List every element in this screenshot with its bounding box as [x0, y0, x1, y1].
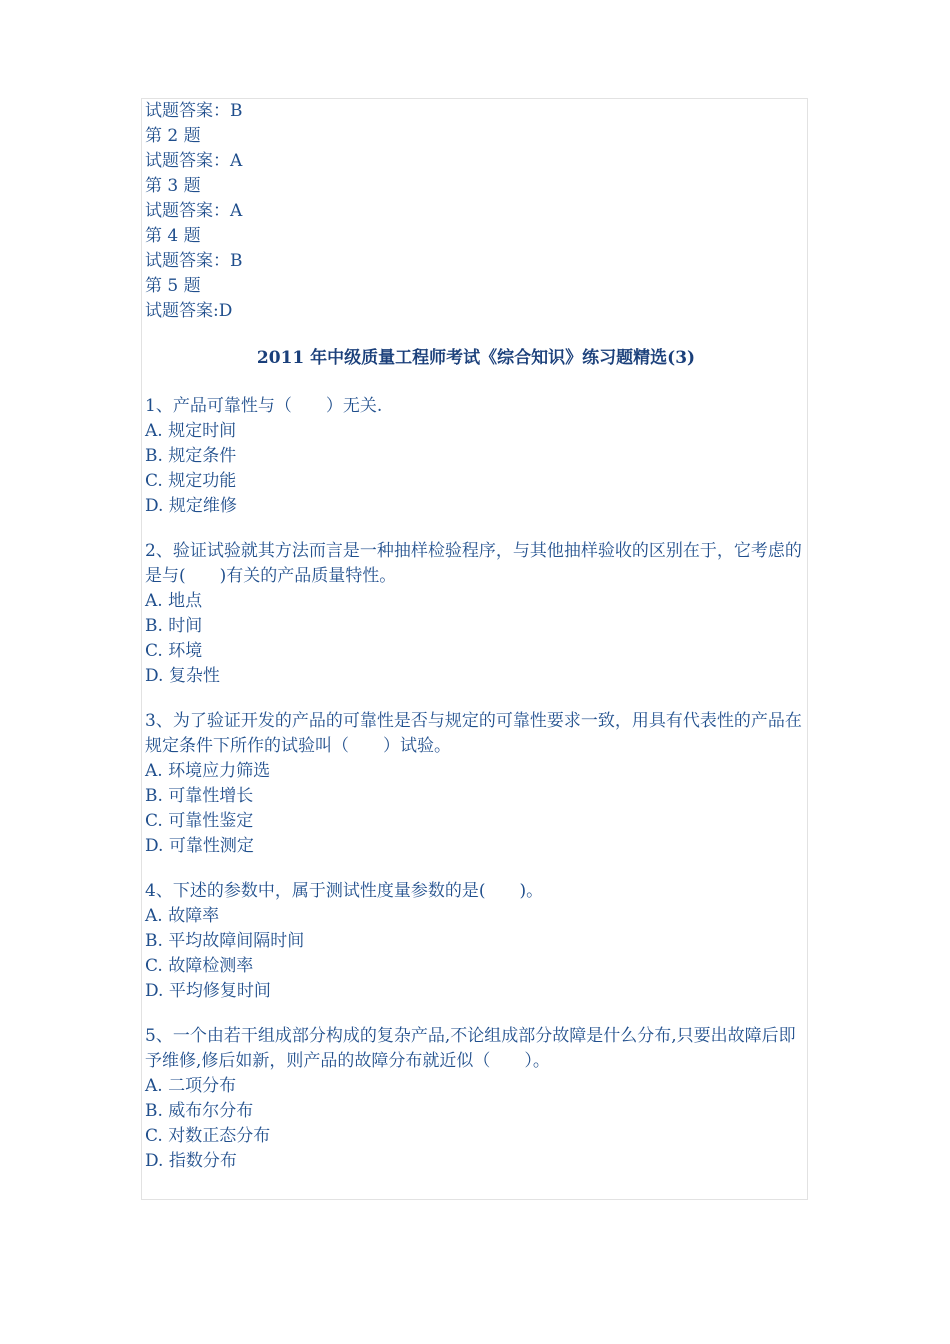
option-a: A. 故障率: [145, 906, 220, 926]
option-d: D. 指数分布: [145, 1151, 237, 1171]
answer-line: 试题答案：A: [145, 201, 243, 221]
option-b: B. 时间: [145, 616, 203, 636]
question-text: 4、下述的参数中，属于测试性度量参数的是( )。: [145, 881, 544, 901]
question-block: [145, 394, 807, 519]
option-d: D. 规定维修: [145, 496, 237, 516]
option-c: C. 对数正态分布: [145, 1126, 271, 1146]
question-text: 5、一个由若干组成部分构成的复杂产品,不论组成部分故障是什么分布,只要出故障后即予维修,修后如新，则产品的故障分布就近似（ ）。: [145, 1026, 796, 1071]
answer-line: 试题答案：B: [145, 101, 243, 121]
question-text: 1、产品可靠性与（ ）无关.: [145, 396, 383, 416]
answer-line: 试题答案：B: [145, 251, 243, 271]
option-a: A. 环境应力筛选: [145, 761, 271, 781]
question-block: [145, 539, 807, 689]
option-c: C. 故障检测率: [145, 956, 254, 976]
question-number: 第 4 题: [145, 226, 201, 246]
answer-line: 试题答案：A: [145, 151, 243, 171]
option-a: A. 地点: [145, 591, 203, 611]
option-a: A. 规定时间: [145, 421, 237, 441]
answer-line: 试题答案:D: [145, 301, 233, 321]
question-block: [145, 1024, 807, 1174]
option-d: D. 复杂性: [145, 666, 220, 686]
option-b: B. 威布尔分布: [145, 1101, 254, 1121]
document-body: [145, 99, 807, 1174]
option-b: B. 平均故障间隔时间: [145, 931, 305, 951]
question-block: [145, 879, 807, 1004]
question-number: 第 5 题: [145, 276, 201, 296]
question-text: 3、为了验证开发的产品的可靠性是否与规定的可靠性要求一致，用具有代表性的产品在规定条件下所作的试验叫（ ）试验。: [145, 711, 802, 756]
option-b: B. 可靠性增长: [145, 786, 254, 806]
section-title: 2011 年中级质量工程师考试《综合知识》练习题精选(3): [256, 348, 696, 368]
option-b: B. 规定条件: [145, 446, 237, 466]
option-c: C. 可靠性鉴定: [145, 811, 254, 831]
option-c: C. 规定功能: [145, 471, 237, 491]
option-c: C. 环境: [145, 641, 203, 661]
option-a: A. 二项分布: [145, 1076, 237, 1096]
option-d: D. 平均修复时间: [145, 981, 271, 1001]
question-number: 第 2 题: [145, 126, 201, 146]
question-text: 2、验证试验就其方法而言是一种抽样检验程序，与其他抽样验收的区别在于，它考虑的是与( )有关的产品质量特性。: [145, 541, 802, 586]
answer-list: [145, 99, 807, 324]
option-d: D. 可靠性测定: [145, 836, 254, 856]
question-number: 第 3 题: [145, 176, 201, 196]
question-block: [145, 709, 807, 859]
